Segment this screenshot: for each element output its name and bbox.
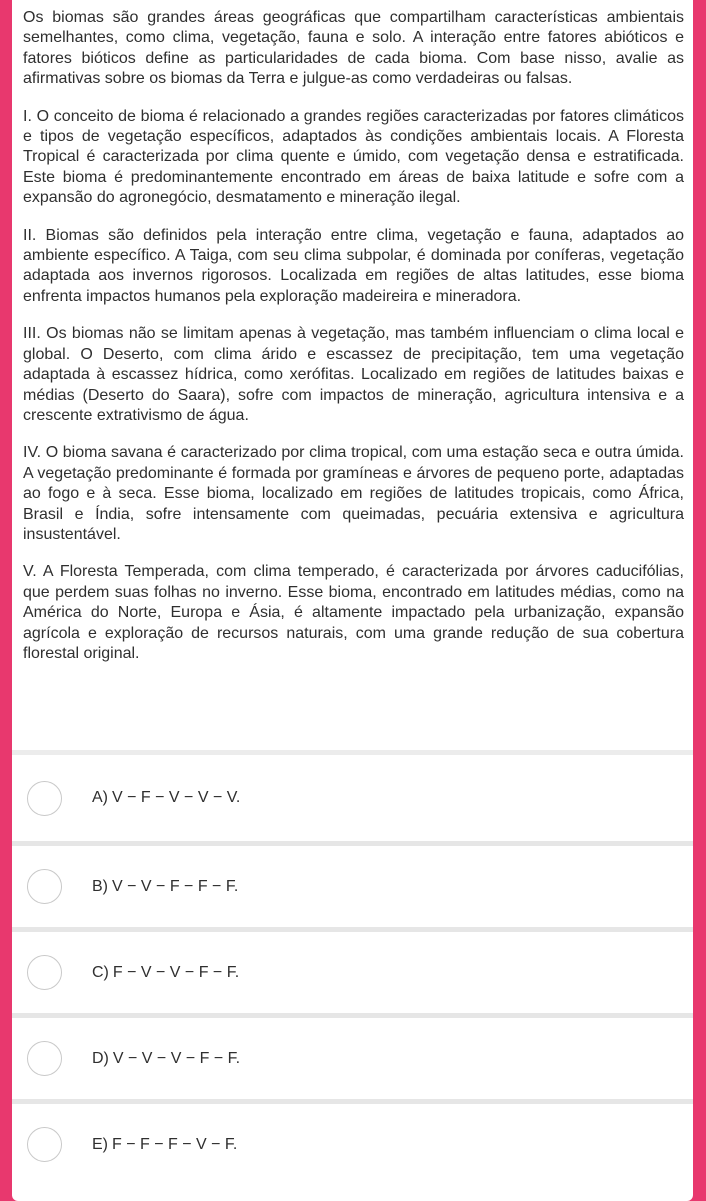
option-label: [92, 1050, 240, 1068]
option-a[interactable]: [12, 755, 693, 841]
radio-button-icon[interactable]: [27, 1041, 62, 1076]
radio-button-icon[interactable]: [27, 955, 62, 990]
option-value: V − F − V − V − V.: [112, 789, 241, 806]
radio-button-icon[interactable]: [27, 869, 62, 904]
question-card: [12, 0, 693, 1201]
option-b[interactable]: [12, 841, 693, 927]
option-letter: E): [92, 1135, 108, 1153]
option-e[interactable]: [12, 1099, 693, 1185]
statement-5: V. A Floresta Temperada, com clima temperado, é caracterizada por árvores caducifólias, que perdem suas folhas no inverno. Esse bioma, encontrado em latitudes médias, como na América do Norte, Europa e Ásia, é altamente impactado pela urbanização, expansão agrícola e exploração de recursos naturais, com uma grande redução de sua cobertura florestal original.: [23, 563, 684, 662]
question-text: [12, 0, 693, 750]
answer-options: [12, 755, 693, 1185]
radio-button-icon[interactable]: [27, 1127, 62, 1162]
option-label: [92, 789, 240, 807]
radio-button-icon[interactable]: [27, 781, 62, 816]
option-value: F − V − V − F − F.: [112, 963, 240, 981]
option-label: [92, 964, 239, 982]
statement-4: IV. O bioma savana é caracterizado por clima tropical, com uma estação seca e outra úmida. A vegetação predominante é formada por gramíneas e árvores de pequeno porte, adaptadas ao fogo e à seca. Esse bioma, localizado em regiões de latitudes tropicais, como África, Brasil e Índia, sofre intensamente com queimadas, pecuária extensiva e agricultura insustentável.: [23, 444, 684, 543]
option-value: V − V − F − F − F.: [112, 877, 239, 895]
statement-1: I. O conceito de bioma é relacionado a grandes regiões caracterizadas por fatores climáticos e tipos de vegetação específicos, adaptados às condições ambientais locais. A Floresta Tropical é caracterizada por clima quente e úmido, com vegetação densa e estratificada. Este bioma é predominantemente encontrado em áreas de baixa latitude e sofre com a expansão do agronegócio, desmatamento e mineração ilegal.: [23, 107, 684, 207]
option-letter: B): [92, 877, 108, 895]
statement-2: II. Biomas são definidos pela interação entre clima, vegetação e fauna, adaptados ao ambiente específico. A Taiga, com seu clima subpolar, é dominada por coníferas, vegetação adaptada aos invernos rigorosos. Localizada em regiões de altas latitudes, esse bioma enfrenta impactos humanos pela exploração madeireira e mineradora.: [23, 226, 684, 305]
option-c[interactable]: [12, 927, 693, 1013]
option-d[interactable]: [12, 1013, 693, 1099]
statement-3: III. Os biomas não se limitam apenas à vegetação, mas também influenciam o clima local e global. O Deserto, com clima árido e escassez de precipitação, tem uma vegetação adaptada à escassez hídrica, como xerófitas. Localizado em regiões de latitudes baixas e médias (Deserto do Saara), sofre com impactos de mineração, agricultura intensiva e a crescente extrativismo de água.: [23, 325, 684, 424]
option-label: [92, 1136, 237, 1154]
option-letter: A): [92, 789, 108, 806]
question-intro: Os biomas são grandes áreas geográficas que compartilham características ambientais semelhantes, como clima, vegetação, fauna e solo. A interação entre fatores abióticos e fatores bióticos define as particularidades de cada bioma. Com base nisso, avalie as afirmativas sobre os biomas da Terra e julgue-as como verdadeiras ou falsas.: [23, 9, 684, 88]
option-value: V − V − V − F − F.: [112, 1049, 241, 1067]
option-letter: D): [92, 1049, 109, 1067]
option-letter: C): [92, 963, 109, 981]
option-value: F − F − F − V − F.: [112, 1135, 238, 1153]
option-label: [92, 878, 238, 896]
